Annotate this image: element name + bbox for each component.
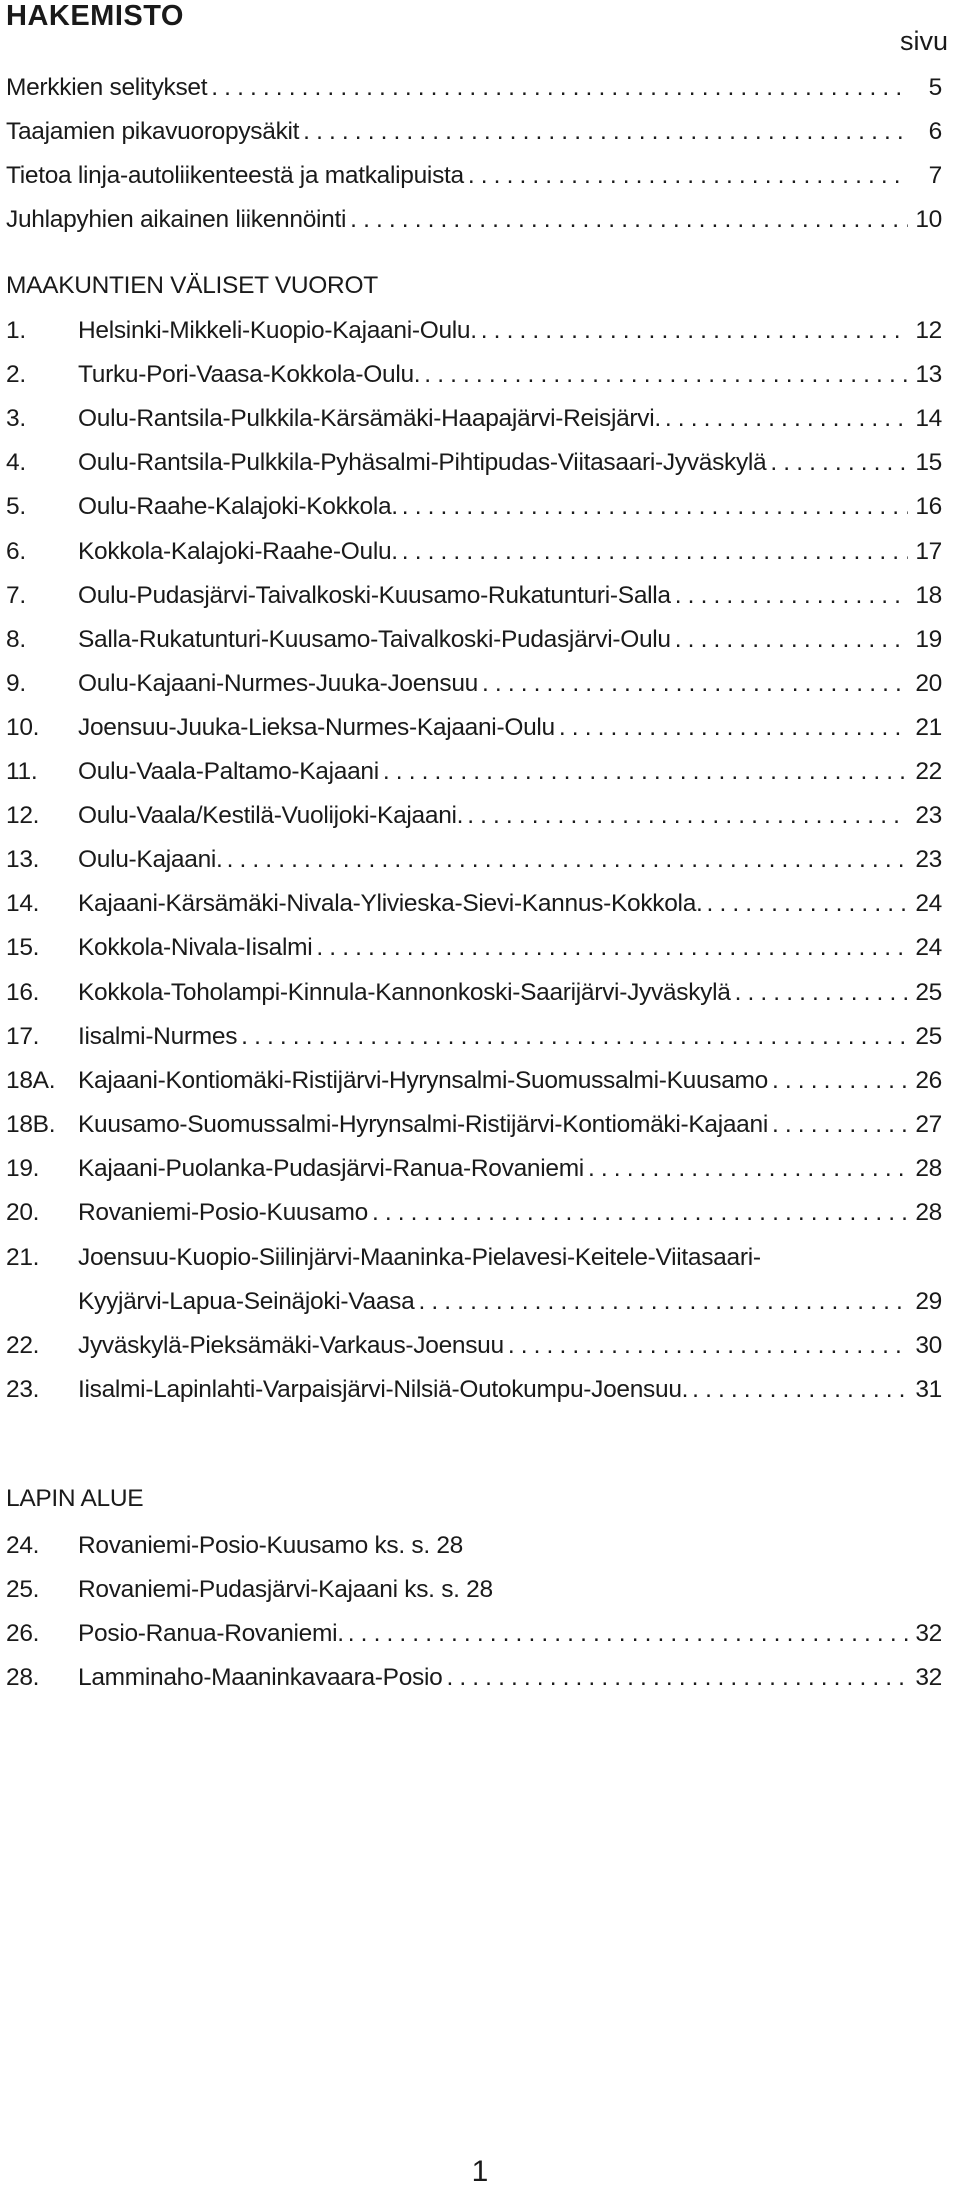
entry-page: 7: [928, 162, 942, 189]
entry-label: Kyyjärvi-Lapua-Seinäjoki-Vaasa: [78, 1288, 415, 1315]
entry-number: 28.: [6, 1664, 40, 1691]
entry-number: 18A.: [6, 1067, 56, 1094]
dot-leader: [559, 711, 908, 745]
entry-number: 10.: [6, 714, 40, 741]
entry-number: 7.: [6, 582, 26, 609]
entry-page: 23: [915, 802, 942, 829]
index-entry-21-line2: [6, 1285, 942, 1319]
index-entry: [6, 1617, 942, 1651]
entry-page: 5: [928, 74, 942, 101]
entry-number: 14.: [6, 890, 40, 917]
dot-leader: [467, 799, 908, 833]
entry-label: Kajaani-Kärsämäki-Nivala-Ylivieska-Sievi-Kannus-Kokkola.: [78, 890, 703, 917]
entry-page: 25: [915, 1023, 942, 1050]
index-entry: [6, 203, 942, 237]
entry-label: Posio-Ranua-Rovaniemi.: [78, 1620, 344, 1647]
section-title-lapland: LAPIN ALUE: [6, 1485, 144, 1512]
index-entry: [6, 623, 942, 657]
index-entry: [6, 667, 942, 701]
dot-leader: [211, 71, 908, 105]
index-entry: [6, 1064, 942, 1098]
entry-label: Joensuu-Juuka-Lieksa-Nurmes-Kajaani-Oulu: [78, 714, 555, 741]
entry-label: Oulu-Vaala-Paltamo-Kajaani: [78, 758, 379, 785]
index-entry: [6, 799, 942, 833]
entry-page: 19: [915, 626, 942, 653]
entry-label: Lamminaho-Maaninkavaara-Posio: [78, 1664, 443, 1691]
entry-label: Oulu-Rantsila-Pulkkila-Kärsämäki-Haapajärvi-Reisjärvi.: [78, 405, 661, 432]
dot-leader: [735, 976, 908, 1010]
entry-label: Jyväskylä-Pieksämäki-Varkaus-Joensuu: [78, 1332, 504, 1359]
entry-page: 32: [915, 1664, 942, 1691]
entry-number: 18B.: [6, 1111, 56, 1138]
entry-page: 25: [915, 979, 942, 1006]
entry-number: 3.: [6, 405, 26, 432]
index-entry: [6, 446, 942, 480]
entry-label: Kokkola-Nivala-Iisalmi: [78, 934, 313, 961]
entry-label: Iisalmi-Lapinlahti-Varpaisjärvi-Nilsiä-Outokumpu-Joensuu.: [78, 1376, 689, 1403]
index-entry: [6, 1661, 942, 1695]
entry-label: Turku-Pori-Vaasa-Kokkola-Oulu.: [78, 361, 421, 388]
entry-number: 20.: [6, 1199, 40, 1226]
index-entry: [6, 755, 942, 789]
entry-number: 9.: [6, 670, 26, 697]
dot-leader: [508, 1329, 908, 1363]
entry-label: Oulu-Raahe-Kalajoki-Kokkola.: [78, 493, 398, 520]
entry-page: 14: [915, 405, 942, 432]
index-entry: [6, 115, 942, 149]
entry-number: 24.: [6, 1532, 40, 1559]
entry-label: Oulu-Vaala/Kestilä-Vuolijoki-Kajaani.: [78, 802, 464, 829]
index-entry: [6, 976, 942, 1010]
index-entry: [6, 931, 942, 965]
dot-leader: [372, 1196, 908, 1230]
dot-leader: [446, 1661, 908, 1695]
dot-leader: [468, 159, 908, 193]
index-entry: [6, 887, 942, 921]
dot-leader: [481, 314, 908, 348]
entry-page: 21: [915, 714, 942, 741]
entry-label: Kuusamo-Suomussalmi-Hyrynsalmi-Ristijärvi-Kontiomäki-Kajaani: [78, 1111, 768, 1138]
dot-leader: [482, 667, 908, 701]
entry-label: Rovaniemi-Posio-Kuusamo: [78, 1199, 368, 1226]
entry-number: 26.: [6, 1620, 40, 1647]
entry-label: Joensuu-Kuopio-Siilinjärvi-Maaninka-Pielavesi-Keitele-Viitasaari-: [78, 1244, 761, 1271]
dot-leader: [665, 402, 908, 436]
dot-leader: [241, 1020, 908, 1054]
entry-label: Tietoa linja-autoliikenteestä ja matkalipuista: [6, 162, 464, 189]
index-entry: [6, 490, 942, 524]
entry-label: Rovaniemi-Pudasjärvi-Kajaani ks. s. 28: [78, 1576, 493, 1603]
dot-leader: [707, 887, 908, 921]
entry-page: 23: [915, 846, 942, 873]
dot-leader: [402, 490, 908, 524]
entry-label: Juhlapyhien aikainen liikennöinti: [6, 206, 347, 233]
entry-label: Kokkola-Toholampi-Kinnula-Kannonkoski-Saarijärvi-Jyväskylä: [78, 979, 731, 1006]
entry-number: 6.: [6, 538, 26, 565]
dot-leader: [227, 843, 908, 877]
entry-number: 15.: [6, 934, 40, 961]
entry-page: 15: [915, 449, 942, 476]
entry-page: 26: [915, 1067, 942, 1094]
entry-page: 28: [915, 1155, 942, 1182]
entry-page: 13: [915, 361, 942, 388]
dot-leader: [350, 203, 908, 237]
page-title: HAKEMISTO: [6, 0, 184, 32]
index-entry-21-line1: [6, 1241, 942, 1275]
index-entry: [6, 711, 942, 745]
index-entry: [6, 358, 942, 392]
dot-leader: [418, 1285, 908, 1319]
dot-leader: [770, 446, 908, 480]
entry-label: Oulu-Rantsila-Pulkkila-Pyhäsalmi-Pihtipudas-Viitasaari-Jyväskylä: [78, 449, 767, 476]
entry-label: Kajaani-Puolanka-Pudasjärvi-Ranua-Rovaniemi: [78, 1155, 584, 1182]
dot-leader: [588, 1152, 908, 1186]
dot-leader: [303, 115, 908, 149]
entry-label: Iisalmi-Nurmes: [78, 1023, 238, 1050]
entry-label: Helsinki-Mikkeli-Kuopio-Kajaani-Oulu.: [78, 317, 477, 344]
dot-leader: [675, 579, 908, 613]
dot-leader: [675, 623, 908, 657]
entry-page: 31: [915, 1376, 942, 1403]
entry-page: 18: [915, 582, 942, 609]
index-entry: [6, 314, 942, 348]
section-title-inter-regional: MAAKUNTIEN VÄLISET VUOROT: [6, 272, 378, 299]
dot-leader: [424, 358, 908, 392]
entry-label: Salla-Rukatunturi-Kuusamo-Taivalkoski-Pudasjärvi-Oulu: [78, 626, 671, 653]
index-entry: [6, 71, 942, 105]
entry-number: 5.: [6, 493, 26, 520]
entry-label: Merkkien selitykset: [6, 74, 208, 101]
dot-leader: [692, 1373, 908, 1407]
page-column-label: sivu: [899, 26, 948, 56]
entry-label: Oulu-Pudasjärvi-Taivalkoski-Kuusamo-Rukatunturi-Salla: [78, 582, 671, 609]
entry-page: 6: [928, 118, 942, 145]
entry-label: Oulu-Kajaani-Nurmes-Juuka-Joensuu: [78, 670, 478, 697]
entry-number: 16.: [6, 979, 40, 1006]
dot-leader: [772, 1108, 908, 1142]
entry-label: Kokkola-Kalajoki-Raahe-Oulu.: [78, 538, 398, 565]
index-entry: [6, 579, 942, 613]
entry-number: 2.: [6, 361, 26, 388]
dot-leader: [772, 1064, 908, 1098]
footer-page-number: 1: [471, 2155, 489, 2188]
entry-number: 11.: [6, 758, 38, 785]
entry-number: 19.: [6, 1155, 40, 1182]
entry-page: 10: [915, 206, 942, 233]
entry-number: 1.: [6, 317, 26, 344]
entry-page: 22: [915, 758, 942, 785]
entry-page: 30: [915, 1332, 942, 1359]
entry-page: 32: [915, 1620, 942, 1647]
entry-page: 28: [915, 1199, 942, 1226]
index-entry: [6, 159, 942, 193]
index-entry: [6, 1373, 942, 1407]
entry-number: 25.: [6, 1576, 40, 1603]
index-reference: [6, 1573, 942, 1607]
entry-page: 24: [915, 934, 942, 961]
entry-page: 24: [915, 890, 942, 917]
dot-leader: [348, 1617, 908, 1651]
entry-number: 12.: [6, 802, 40, 829]
entry-number: 17.: [6, 1023, 40, 1050]
entry-page: 12: [915, 317, 942, 344]
entry-label: Oulu-Kajaani.: [78, 846, 223, 873]
entry-page: 29: [915, 1288, 942, 1315]
index-entry: [6, 1020, 942, 1054]
entry-number: 21.: [6, 1244, 40, 1271]
dot-leader: [402, 535, 908, 569]
entry-page: 27: [915, 1111, 942, 1138]
entry-page: 17: [915, 538, 942, 565]
index-entry: [6, 843, 942, 877]
entry-label: Taajamien pikavuoropysäkit: [6, 118, 300, 145]
entry-number: 22.: [6, 1332, 40, 1359]
dot-leader: [316, 931, 908, 965]
index-entry: [6, 1152, 942, 1186]
entry-label: Kajaani-Kontiomäki-Ristijärvi-Hyrynsalmi-Suomussalmi-Kuusamo: [78, 1067, 768, 1094]
dot-leader: [383, 755, 908, 789]
entry-number: 13.: [6, 846, 40, 873]
entry-page: 20: [915, 670, 942, 697]
index-entry: [6, 1196, 942, 1230]
index-entry: [6, 402, 942, 436]
index-reference: [6, 1529, 942, 1563]
index-entry: [6, 1108, 942, 1142]
entry-number: 23.: [6, 1376, 40, 1403]
entry-label: Rovaniemi-Posio-Kuusamo ks. s. 28: [78, 1532, 463, 1559]
index-entry: [6, 1329, 942, 1363]
entry-page: 16: [915, 493, 942, 520]
entry-number: 8.: [6, 626, 26, 653]
index-entry: [6, 535, 942, 569]
entry-number: 4.: [6, 449, 26, 476]
